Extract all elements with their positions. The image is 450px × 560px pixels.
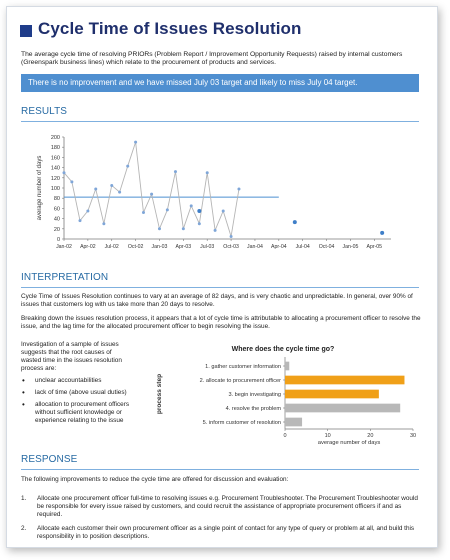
y-tick-label: 180 (50, 145, 60, 152)
bar-category-label: 4. resolve the problem (225, 406, 281, 412)
x-tick-label: Jan-03 (151, 244, 168, 250)
root-cause-item: unclear accountabilities (35, 377, 102, 384)
x-tick-label: Oct-04 (318, 244, 335, 250)
data-point (237, 188, 240, 191)
x-tick-label: Apr-02 (80, 244, 96, 250)
series-line (64, 142, 239, 236)
bar (285, 362, 289, 371)
highlight-data-point (380, 231, 384, 235)
data-point (206, 171, 209, 174)
x-tick-label: Jan-02 (56, 244, 72, 250)
response-item (21, 525, 419, 541)
data-point (230, 235, 233, 238)
y-tick-label: 40 (53, 216, 60, 223)
root-cause-note (21, 341, 133, 429)
results-divider (21, 121, 419, 122)
data-point (94, 188, 97, 191)
x-tick-label: Jul-02 (104, 244, 119, 250)
response-item-text: Allocate each customer their own procurement officer as a single point of contact for any type of query or problem at all, and build this responsibility in to position descriptions. (37, 525, 415, 540)
x-tick-label: Apr-03 (175, 244, 192, 250)
y-tick-label: 140 (50, 165, 60, 172)
data-point (118, 191, 121, 194)
bar-x-tick-label: 20 (367, 433, 374, 439)
square-bullet-icon (20, 25, 32, 37)
data-point (222, 209, 225, 212)
cycle-time-breakdown-chart (139, 341, 423, 445)
report-page (6, 6, 438, 548)
data-point (166, 208, 169, 211)
x-tick-label: Oct-03 (223, 244, 239, 250)
data-point (78, 219, 81, 222)
bar-category-label: 2. allocate to procurement officer (199, 378, 281, 384)
data-point (102, 222, 105, 225)
bullet-icon: • (22, 388, 25, 397)
x-tick-label: Apr-05 (366, 244, 383, 250)
list-item (21, 401, 133, 425)
bullet-icon: • (22, 376, 25, 385)
bar-y-axis-label: process step (156, 373, 163, 415)
bar-category-label: 1. gather customer information (205, 364, 281, 370)
data-point (150, 193, 153, 196)
bar-x-axis-label: average number of days (317, 440, 381, 445)
bar-x-tick-label: 10 (324, 433, 331, 439)
x-tick-label: Apr-04 (271, 244, 287, 250)
interpretation-paragraph-1: Cycle Time of Issues Resolution continues to vary at an average of 82 days, and is very chaotic and unpredictable. In general, over 90% of issues that customers log with us take more than 20 days to resolve. (21, 293, 413, 308)
data-point (86, 209, 89, 212)
bar-category-label: 5. inform customer of resolution (202, 420, 281, 426)
data-point (174, 170, 177, 173)
y-tick-label: 0 (56, 237, 60, 243)
x-tick-label: Jan-04 (247, 244, 263, 250)
interpretation-paragraph-2: Breaking down the issues resolution process, it appears that a lot of cycle time is attributable to allocating a procurement officer to resolve the issue, and the lag time for the allocated procurement officer to begin resolving the issue. (21, 315, 421, 330)
interpretation-divider (21, 287, 419, 288)
data-point (198, 222, 201, 225)
root-cause-item: lack of time (above usual duties) (35, 389, 127, 396)
response-item-number: 2. (21, 525, 27, 532)
response-heading: RESPONSE (21, 454, 78, 465)
list-item (21, 377, 133, 385)
y-tick-label: 160 (50, 155, 60, 162)
page-title: Cycle Time of Issues Resolution (38, 19, 302, 38)
root-cause-list (21, 377, 133, 425)
bar-chart-title: Where does the cycle time go? (231, 346, 335, 353)
bar (285, 418, 302, 427)
bar (285, 376, 404, 385)
y-tick-label: 80 (53, 196, 60, 203)
root-cause-intro: Investigation of a sample of issues suggests that the root causes of wasted time in the issues resolution process are: (21, 341, 122, 372)
status-banner: There is no improvement and we have missed July 03 target and likely to miss July 04 target. (21, 74, 419, 92)
results-heading: RESULTS (21, 106, 68, 117)
bar (285, 390, 379, 399)
data-point (142, 211, 145, 214)
x-tick-label: Jul-04 (295, 244, 310, 250)
x-tick-label: Jul-03 (200, 244, 215, 250)
y-tick-label: 20 (53, 226, 60, 233)
interpretation-heading: INTERPRETATION (21, 272, 109, 283)
response-list (21, 495, 419, 547)
y-tick-label: 200 (50, 135, 60, 141)
response-divider (21, 469, 419, 470)
y-tick-label: 100 (50, 186, 60, 192)
root-cause-item: allocation to procurement officers without sufficient knowledge or experience relating to the issue (35, 401, 130, 424)
data-point (182, 227, 185, 230)
bullet-icon: • (22, 400, 25, 409)
cycle-time-chart (21, 127, 421, 265)
response-item-text: Allocate one procurement officer full-time to resolving issues e.g. Procurement Troubleshooter. The Procurement Troubleshooter would be responsible for every issue raised by customers, and could recruit the assistance of appropriate procurement officers if and as required. (37, 495, 418, 518)
data-point (110, 184, 113, 187)
highlight-data-point (197, 209, 201, 213)
bar-category-label: 3. begin investigating (228, 392, 281, 398)
y-axis-label: average number of days (37, 155, 43, 221)
data-point (134, 141, 137, 144)
data-point (190, 204, 193, 207)
bar-x-tick-label: 30 (409, 433, 417, 439)
list-item (21, 389, 133, 397)
response-intro: The following improvements to reduce the cycle time are offered for discussion and evaluation: (21, 476, 289, 483)
response-item (21, 495, 419, 519)
data-point (158, 227, 161, 230)
x-tick-label: Jan-05 (342, 244, 359, 250)
data-point (63, 171, 66, 174)
bar (285, 404, 400, 413)
title-row (20, 19, 424, 47)
y-tick-label: 60 (53, 206, 60, 213)
data-point (214, 229, 217, 232)
data-point (70, 180, 73, 183)
response-item-number: 1. (21, 495, 27, 502)
data-point (126, 165, 129, 168)
highlight-data-point (293, 220, 297, 224)
bar-x-tick-label: 0 (283, 433, 287, 439)
y-tick-label: 120 (50, 175, 60, 182)
x-tick-label: Oct-02 (127, 244, 144, 250)
intro-paragraph: The average cycle time of resolving PRIORs (Problem Report / Improvement Opportunity Requests) raised by internal customers (Greenspark business lines) which relate to the procurement of products and services. (21, 51, 403, 66)
